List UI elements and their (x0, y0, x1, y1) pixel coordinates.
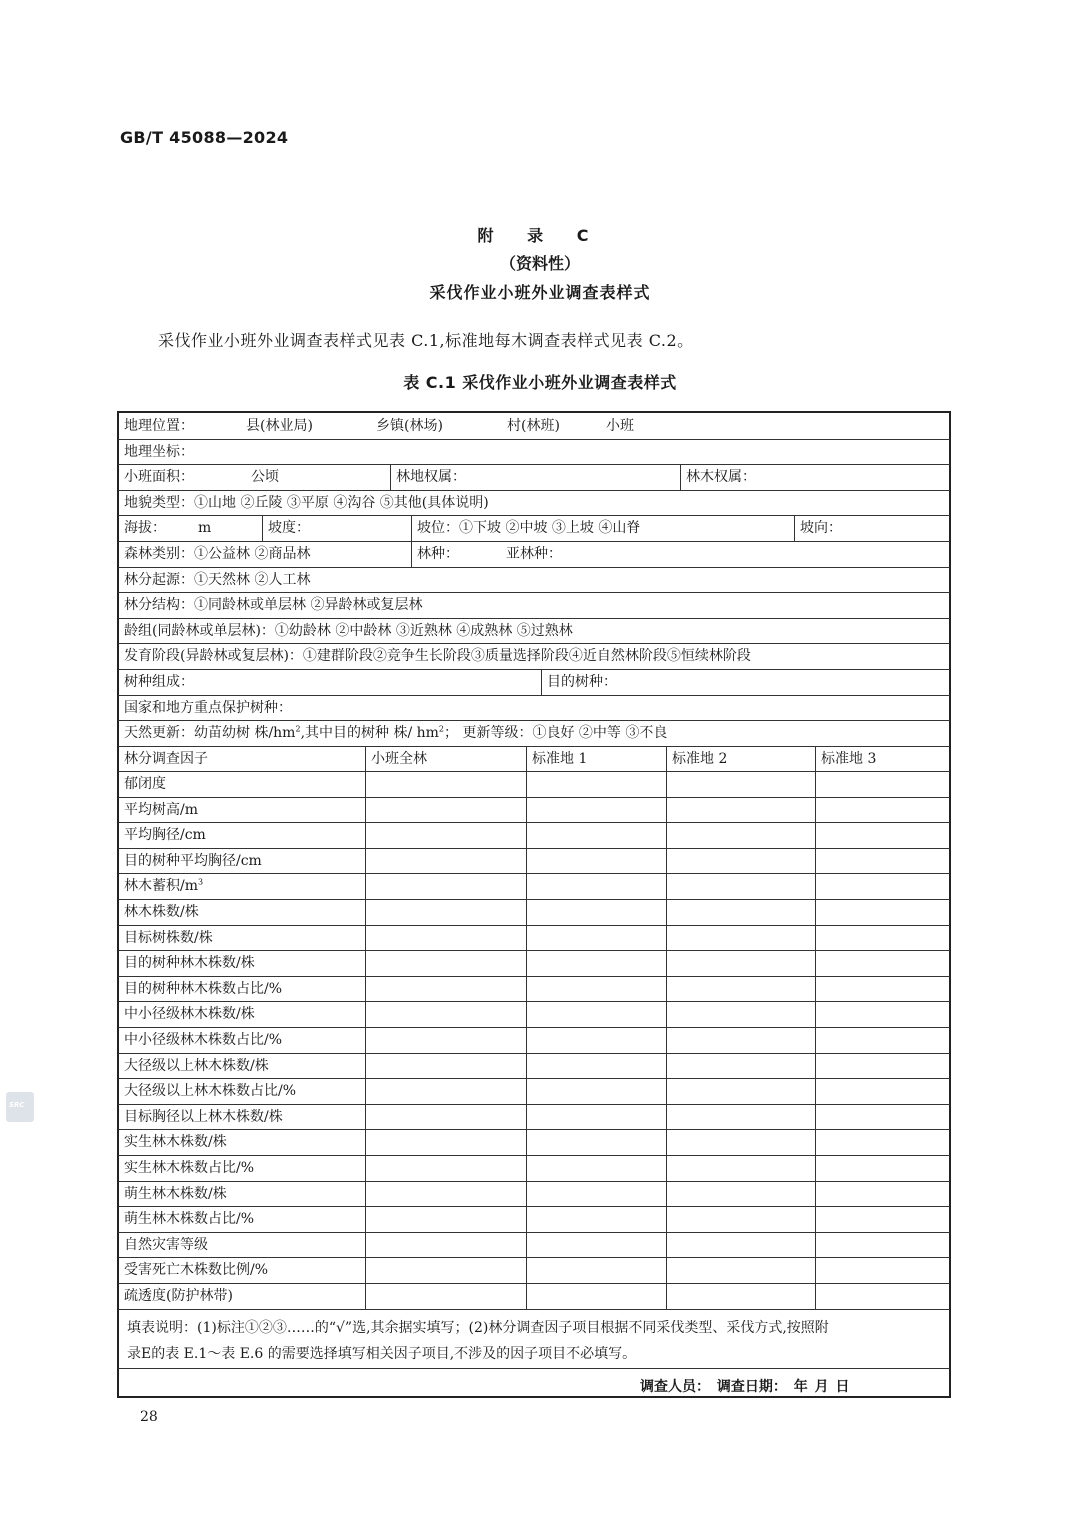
intro-paragraph: 采伐作业小班外业调查表样式见表 C.1,标准地每木调查表样式见表 C.2。 (158, 331, 694, 350)
factor-row-label: 萌生林木株数/株 (124, 1185, 227, 1202)
factor-row-label: 大径级以上林木株数/株 (124, 1057, 269, 1074)
development-stage: 发育阶段(异龄林或复层林)：①建群阶段②竞争生长阶段③质量选择阶段④近自然林阶段⑤恒续林阶段 (124, 648, 751, 664)
stand-origin: 林分起源：①天然林 ②人工林 (124, 572, 311, 588)
target-species-label: 目的树种： (547, 674, 617, 690)
factor-row-label: 郁闭度 (124, 776, 166, 792)
geo-location-label: 地理位置： (124, 418, 194, 434)
appendix-nature: （资料性） (499, 254, 580, 273)
sub-forest-type-label: 亚林种： (506, 546, 562, 562)
factor-row-label: 实生林木株数/株 (124, 1134, 227, 1151)
area-label: 小班面积： (124, 469, 194, 485)
factor-row-label: 萌生林木株数占比/% (124, 1211, 255, 1228)
appendix-title: 采伐作业小班外业调查表样式 (429, 283, 651, 302)
plot-3-header: 标准地 3 (821, 751, 877, 767)
factor-row-label: 林木株数/株 (124, 904, 199, 920)
appendix-label: 附 录 C (477, 226, 603, 245)
signature-line: 调查人员： 调查日期： 年 月 日 (640, 1379, 850, 1395)
plot-1-header: 标准地 1 (532, 751, 588, 767)
factor-row-label: 林木蓄积$/m^3$ (124, 877, 204, 895)
factor-row-label: 实生林木株数占比/% (124, 1160, 255, 1176)
slope-label: 坡度： (268, 520, 310, 536)
age-group: 龄组(同龄林或单层林)：①幼龄林 ②中龄林 ③近熟林 ④成熟林 ⑤过熟林 (124, 623, 573, 639)
plot-2-header: 标准地 2 (672, 751, 728, 767)
factor-row-label: 受害死亡木株数比例/% (124, 1262, 269, 1279)
aspect-label: 坡向： (800, 520, 842, 536)
tree-ownership-label: 林木权属： (686, 469, 756, 485)
landform-type: 地貌类型：①山地 ②丘陵 ③平原 ④沟谷 ⑤其他(具体说明) (124, 495, 489, 511)
slope-position: 坡位：①下坡 ②中坡 ③上坡 ④山脊 (417, 520, 641, 536)
factor-row-label: 目的树种林木株数占比/% (124, 980, 283, 997)
whole-stand-header: 小班全林 (371, 751, 427, 767)
factor-row-label: 目标树株数/株 (124, 929, 213, 946)
land-ownership-label: 林地权属： (396, 469, 466, 485)
page-number: 28 (140, 1409, 158, 1425)
regeneration-sup-1: 2 (295, 724, 301, 734)
species-composition-label: 树种组成： (124, 674, 194, 690)
factor-row-label: 中小径级林木株数占比/% (124, 1032, 283, 1048)
factor-row-label: 目的树种平均胸径/cm (124, 852, 262, 869)
factor-row-label: 疏透度(防护林带) (124, 1288, 233, 1304)
note-line-2: 录E的表 E.1～表 E.6 的需要选择填写相关因子项目,不涉及的因子项目不必填写。 (127, 1346, 637, 1362)
village-label: 村(林班) (507, 418, 560, 434)
note-line-1: 填表说明：(1)标注①②③……的“√”选,其余据实填写；(2)林分调查因子项目根据不同采伐类型、采伐方式,按照附 (127, 1320, 829, 1336)
township-label: 乡镇(林场) (376, 418, 443, 434)
area-unit: 公顷 (251, 469, 279, 485)
geo-coordinates-label: 地理坐标： (124, 444, 194, 460)
stand-structure: 林分结构：①同龄林或单层林 ②异龄林或复层林 (124, 597, 423, 613)
regeneration-grade: ； 更新等级：①良好 ②中等 ③不良 (444, 725, 668, 741)
factor-row-label: 平均胸径/cm (124, 827, 206, 844)
protected-species-label: 国家和地方重点保护树种： (124, 700, 292, 716)
altitude-unit: m (198, 520, 212, 536)
table-title: 表 C.1 采伐作业小班外业调查表样式 (403, 373, 677, 392)
forest-type-label: 林种： (417, 546, 459, 562)
subcompartment-label: 小班 (606, 418, 634, 434)
factor-header: 林分调查因子 (124, 751, 208, 767)
altitude-label: 海拔： (124, 520, 166, 536)
regeneration-target: ,其中目的树种 株/ hm (300, 725, 439, 741)
volume-unit-sup: 3 (198, 877, 204, 887)
factor-row-label: 目的树种林木株数/株 (124, 955, 255, 972)
forest-category: 森林类别：①公益林 ②商品林 (124, 546, 311, 562)
standard-code: GB/T 45088—2024 (120, 128, 289, 147)
factor-row-label: 目标胸径以上林木株数/株 (124, 1108, 283, 1125)
regeneration-sup-2: 2 (438, 724, 445, 734)
watermark-logo: SRC (6, 1092, 34, 1122)
regeneration-seedlings: 天然更新：幼苗幼树 株/hm (124, 725, 296, 741)
county-label: 县(林业局) (246, 418, 313, 434)
factor-row-label: 自然灾害等级 (124, 1236, 208, 1253)
factor-row-label: 中小径级林木株数/株 (124, 1006, 255, 1023)
factor-row-label: 大径级以上林木株数占比/% (124, 1083, 297, 1100)
factor-row-label: 平均树高/m (124, 801, 198, 818)
natural-regeneration (124, 725, 667, 741)
